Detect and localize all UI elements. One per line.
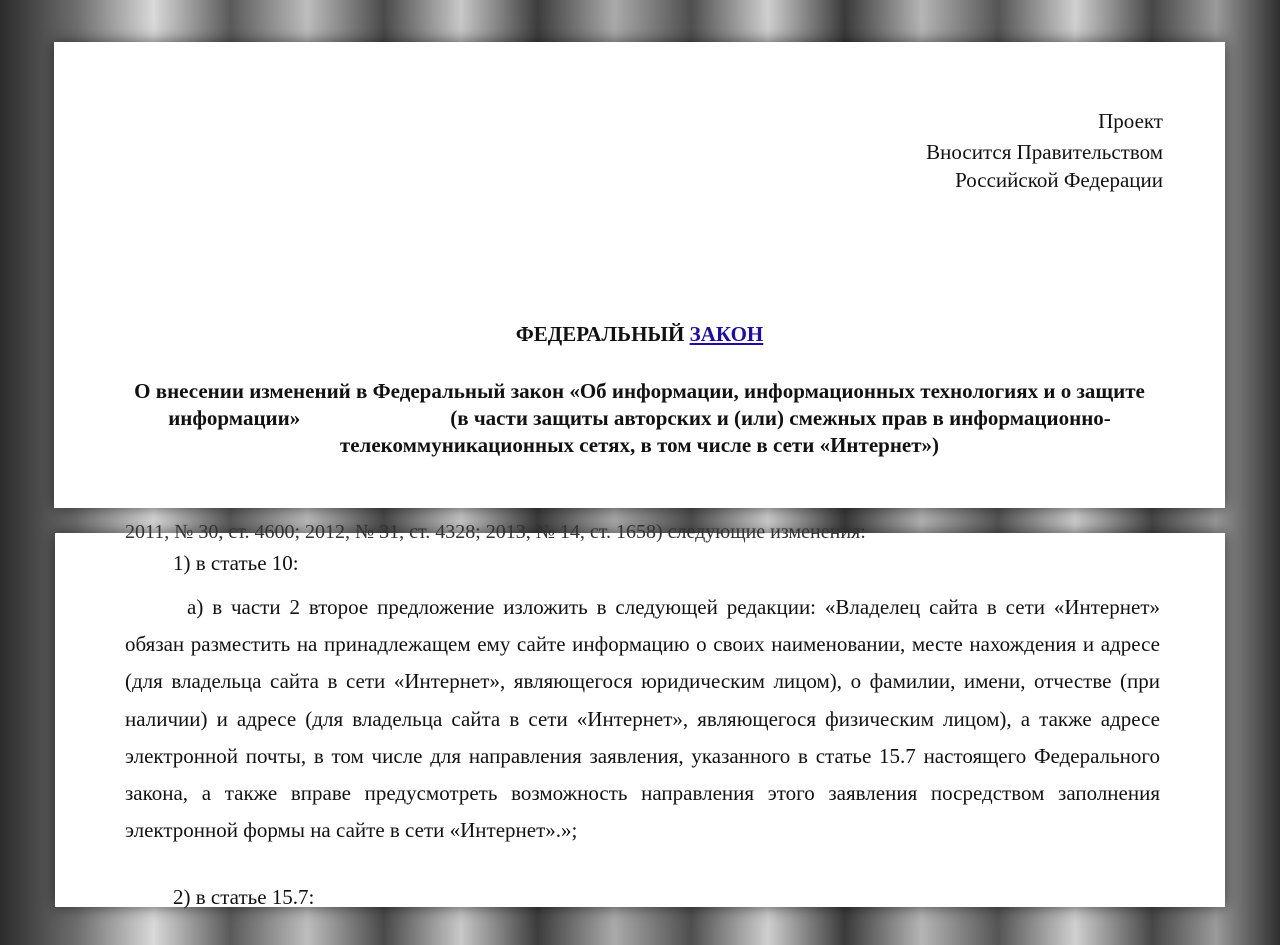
cropped-text-line: 2011, № 30, ст. 4600; 2012, № 31, ст. 4328; 2013, № 14, ст. 1658) следующие изменения: (125, 521, 866, 543)
law-title-prefix: ФЕДЕРАЛЬНЫЙ (515, 322, 685, 346)
item-1a-paragraph: а) в части 2 второе предложение изложить в следующей редакции: «Владелец сайта в сети «Интернет» обязан разместить на принадлежащем ему сайте информацию о своих наименовании, месте нахождения и адресе (для владельца сайта в сети «Интернет», являющегося юридическим лицом), о фамилии, имени, отчестве (при наличии) и адресе (для владельца сайта в сети «Интернет», являющегося физическим лицом), а также адресе электронной почты, в том числе для направления заявления, указанного в статье 15.7 настоящего Федерального закона, а также вправе предусмотреть возможность направления этого заявления посредством заполнения электронной формы на сайте в сети «Интернет».»; (125, 595, 1160, 843)
law-title (54, 322, 1225, 347)
project-label: Проект (1098, 109, 1163, 133)
item-1-heading: 1) в статье 10: (173, 551, 299, 575)
law-subtitle-part-1: О внесении изменений в Федеральный закон «Об информации, информационных технологиях и о защите информации» (134, 379, 1145, 430)
law-subtitle (134, 378, 1145, 459)
law-subtitle-part-2: (в части защиты авторских и (или) смежных прав в информационно-телекоммуникационных сетях, в том числе в сети «Интернет») (339, 406, 1111, 457)
document-page-bottom (55, 521, 1225, 909)
submitter-line-1: Вносится Правительством (926, 140, 1163, 164)
submitter-block (926, 138, 1163, 194)
law-title-link[interactable]: ЗАКОН (689, 322, 764, 346)
item-2-heading: 2) в статье 15.7: (173, 885, 315, 909)
document-page-top (54, 42, 1225, 508)
submitter-line-2: Российской Федерации (955, 168, 1163, 192)
